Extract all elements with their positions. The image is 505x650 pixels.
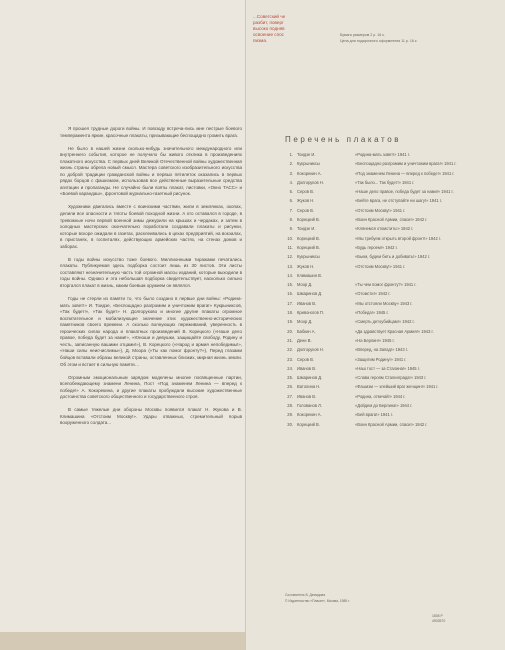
article-paragraph: Годы не стерли из памяти то, что было создано в первые дни войны: «Родина-мать зовет!» И. Тоидзе, «Беспощадно разгромим и уничтожим врага!» Кукрыниксов, «Так будет!», «Так будет» Н. Долгоруково и многие другие плакаты огромное воспитательное и мобилизующее значение этих художественно-исторических памятников своего времени. А сколько волнующих переживаний, уверенность в героических силах народа и плакатных произведений В. Корецкого («Наше дело правое, победа будет за нами!», «Юноши и девушки, защищайте свободу, Родину и честь, записанную вашими отцами!»), В. Корецкого («Народ и армия непобедимы!», «Наши силы неисчислимы»), Д. Моора («Ты как помог фронту?»), Перед глазами бойцов вставали образы великой страны, оставленных близких, мирная жизнь земли. Об этом и встает в сильную памяти… [60, 296, 242, 367]
poster-author: Долгоруков Н. [297, 179, 324, 185]
poster-author: Иванов В. [297, 300, 317, 306]
poster-number: 10. [287, 235, 293, 241]
poster-number: 14. [287, 272, 293, 278]
poster-list-item [285, 236, 495, 245]
quote-line: освоение спос [253, 32, 284, 38]
poster-number: 20. [287, 328, 293, 334]
poster-list-item [285, 412, 495, 421]
poster-list-item [285, 329, 495, 338]
poster-author: Иванов В. [297, 365, 317, 371]
poster-title: «Бьем, будем бить и добивать!» 1942 г. [355, 254, 430, 260]
poster-author: Кокорекин А. [297, 412, 322, 418]
poster-number: 11. [287, 244, 293, 250]
poster-list-item [285, 282, 495, 291]
bottom-edge [0, 632, 245, 650]
poster-list-item [285, 208, 495, 217]
credit-line: Составитель В. Демидова [285, 593, 326, 597]
poster-list-item [285, 189, 495, 198]
poster-title: «Дойдем до Берлина!» 1944 г. [355, 403, 413, 409]
poster-list-item [285, 403, 495, 412]
poster-list-item [285, 357, 495, 366]
poster-number: 17. [287, 300, 293, 306]
poster-number: 24. [287, 365, 293, 371]
poster-author: Кукрыниксы [297, 254, 320, 260]
poster-list-item [285, 347, 495, 356]
poster-title: «Слава героям Сталинграда!» 1943 г. [355, 375, 427, 381]
poster-author: Климашин В. [297, 272, 322, 278]
poster-number: 21. [287, 337, 293, 343]
poster-author: Бабкин А. [297, 328, 316, 334]
poster-list-item [285, 319, 495, 328]
poster-number: 2. [289, 161, 293, 167]
poster-title: «Беспощадно разгромим и уничтожим врага!» 1941 г. [355, 161, 457, 167]
poster-list-item [285, 171, 495, 180]
poster-title: «Будь героем!» 1942 г. [355, 244, 398, 250]
poster-title: «Вперед, на Запад!» 1943 г. [355, 347, 408, 353]
poster-title: «Фашизм — злейший враг женщин!» 1941 г. [355, 384, 439, 390]
poster-title: «На Берлин!» 1945 г. [355, 337, 395, 343]
poster-list-item [285, 375, 495, 384]
poster-number: 22. [287, 347, 293, 353]
poster-list-item [285, 245, 495, 254]
poster-author: Голованов Л. [297, 403, 322, 409]
poster-author: Жуков Н. [297, 263, 315, 269]
poster-number: 26. [287, 384, 293, 390]
poster-list-item [285, 273, 495, 282]
poster-title: «Воин Красной Армии, спаси!» 1942 г. [355, 217, 428, 223]
quote-fragment [253, 14, 309, 44]
price-line: 4903570 [432, 619, 446, 623]
poster-list-title: Перечень плакатов [285, 135, 402, 144]
poster-number: 29. [287, 412, 293, 418]
poster-title: «Бейте врага, не отступайте ни шагу!» 1941 г. [355, 198, 442, 204]
poster-author: Кривоногов П. [297, 310, 324, 316]
poster-list-item [285, 422, 495, 431]
poster-title: «Да здравствует Красная Армия!» 1943 г. [355, 328, 434, 334]
poster-number: 12. [287, 254, 293, 260]
poster-number: 28. [287, 403, 293, 409]
poster-list-item [285, 366, 495, 375]
poster-number: 27. [287, 393, 293, 399]
poster-list-item [285, 217, 495, 226]
poster-author: Серов В. [297, 189, 314, 195]
poster-author: Кокорекин А. [297, 170, 322, 176]
quote-line: разбит, поверг [253, 20, 284, 26]
poster-number: 13. [287, 263, 293, 269]
poster-list-item [285, 254, 495, 263]
poster-number: 8. [289, 217, 293, 223]
poster-title: «Мы требуем открыть второй фронт!» 1942 г. [355, 235, 442, 241]
poster-title: «Родина-мать зовет!» 1941 г. [355, 152, 410, 157]
poster-number: 6. [289, 198, 293, 204]
poster-title: «Клянемся отомстить!» 1942 г. [355, 226, 414, 232]
poster-author: Ватолина Н. [297, 384, 321, 390]
poster-title: «Наше дело правое, победа будет за нами!» 1941 г. [355, 189, 454, 195]
poster-title: «Смерть детоубийцам!» 1942 г. [355, 319, 415, 325]
credits [285, 593, 350, 604]
poster-author: Шмаринов Д. [297, 291, 323, 297]
poster-author: Моор Д. [297, 282, 313, 288]
poster-author: Серов В. [297, 356, 314, 362]
poster-list-item [285, 180, 495, 189]
poster-author: Иванов В. [297, 393, 317, 399]
poster-author: Шмаринов Д. [297, 375, 323, 381]
poster-list-item [285, 264, 495, 273]
poster-list-item [285, 291, 495, 300]
poster-author: Корецкий В. [297, 244, 320, 250]
poster-title: «Защитим Родину!» 1941 г. [355, 356, 407, 362]
poster-number: 1. [289, 152, 293, 157]
pub-info-line: Цена для подарочного оформления 11 р. 16 к. [340, 39, 418, 43]
poster-title: «Победа!» 1945 г. [355, 310, 389, 316]
poster-title: «Под знаменем Ленина — вперед к победе!» 1941 г. [355, 170, 455, 176]
poster-title: «Так было... Так будет!» 1941 г. [355, 179, 415, 185]
quote-line: пизма. [253, 38, 268, 44]
poster-number: 7. [289, 207, 293, 213]
credit-line: © Издательство «Плакат», Москва, 1985 г. [285, 598, 350, 603]
publication-info [340, 32, 418, 44]
poster-author: Серов В. [297, 207, 314, 213]
poster-number: 30. [287, 421, 293, 427]
article-text [60, 126, 242, 433]
pub-info-line: Бумага размером 2 р. 16 к. [340, 33, 385, 37]
poster-list-item [285, 384, 495, 393]
poster-title: «Ты чем помог фронту?» 1941 г. [355, 282, 417, 288]
article-paragraph: Художники двигались вместе с воинскими частями, жили в землянках, окопах, делили все опасности и тяготы боевой походной жизни. А кто оставался в городе, в тревожные ночи первой военной зимы дежурили на крышах и чердаках, и затем в холодных мастерских окончательно поработали создавали плакаты и рисунки, которые вскоре ожидали в газетах, расклеивались в цехах предприятий, на вокзалах, в пристанях, в госпиталях, действующих армейских частях, на стенах домов и заборах. [60, 204, 242, 249]
poster-number: 9. [289, 226, 293, 232]
poster-author: Кукрыниксы [297, 161, 320, 167]
poster-list-item [285, 301, 495, 310]
page-fold [245, 0, 246, 650]
article-paragraph: В самые тяжелые дни обороны Москвы появился плакат Н. Жукова и В. Климашина «Отстоим Москву!». Удары отважных, стремительный порыв вооруженного солдата... [60, 407, 242, 426]
poster-title: «Родина, отвечай!» 1944 г. [355, 393, 406, 399]
poster-number: 25. [287, 375, 293, 381]
poster-list-item [285, 226, 495, 235]
poster-author: Жуков Н. [297, 198, 315, 204]
poster-title: «Отстоим Москву!» 1941 г. [355, 207, 406, 213]
poster-title: «Воин Красной Армии, спаси!» 1942 г. [355, 421, 428, 427]
poster-number: 19. [287, 319, 293, 325]
poster-list-item [285, 310, 495, 319]
poster-number: 5. [289, 189, 293, 195]
quote-line: ...Советский че [253, 14, 286, 19]
poster-list [285, 152, 495, 431]
poster-title: «Отстоим Москву!» 1941 г. [355, 263, 406, 269]
article-paragraph: Огромным эмоциональным зарядом моделены многие посвященные партии, всепобеждающему знамени Ленина, Пост «Под знаменем Ленина — вперед к победе!» А. Кокорекина, и другие плакаты пробуждали высокие художественные достоинства советского общественного и государственного строя. [60, 374, 242, 400]
poster-list-item [285, 161, 495, 170]
poster-author: Дени В. [297, 337, 312, 343]
poster-number: 23. [287, 356, 293, 362]
poster-number: 3. [289, 170, 293, 176]
poster-list-item [285, 394, 495, 403]
poster-list-item [285, 338, 495, 347]
poster-list-item [285, 198, 495, 207]
poster-title: «Мы отстояли Москву» 1943 г. [355, 300, 413, 306]
article-paragraph: Я прошел трудные дороги войны. И повсюду встреча-лись мне пестрые боевого темпераментa яркие, красочные плакаты, призывающие беспощадно громить врага. [60, 126, 242, 138]
article-paragraph: В годы войны искусство тоже боевого. Миллионными тиражами печатались плакаты. Публикуемая здесь подборка состоит лишь из 30 листов. Эти листы составляют незначительную часть той огромной массы изданий, которые выходили в годы войны. Однако и эта небольшая подборка свидетельствует, насколько сильно вторгался плакат в жизнь, каким боевым оружием он являлся. [60, 256, 242, 288]
quote-line: высоко подняв [253, 26, 285, 32]
poster-author: Корецкий В. [297, 217, 320, 223]
price-line: 1808 Р [432, 614, 443, 618]
price-block [432, 614, 445, 624]
poster-title: «Отомсти!» 1942 г. [355, 291, 391, 297]
poster-author: Тоидзе И. [297, 226, 316, 232]
poster-list-item [285, 152, 495, 161]
poster-author: Корецкий В. [297, 421, 320, 427]
poster-author: Тоидзе И. [297, 152, 316, 157]
poster-number: 4. [289, 179, 293, 185]
poster-author: Корецкий В. [297, 235, 320, 241]
article-paragraph: Не было в нашей жизни сколько-нибудь значительного международного или внутреннего события, которое не получило бы живого отклика в произведениях плакатного искусства. С первых дней Великой Отечественной войны художественная жизнь страны обрела новый смысл. Мастера советского изобразительного искусства по доброй традиции гражданской войны и первых пятилеток оказались в первых рядах борцов с фашизмом, использовав все действенные выразительные средства агитации и пропаганды. Не случайно были взяты плакат, листовки, «Окно ТАСС» и «Боевой карандаш», фронтовой журнально-газетный рисунок. [60, 145, 242, 197]
poster-number: 16. [287, 291, 293, 297]
poster-author: Долгоруков Н. [297, 347, 324, 353]
poster-number: 15. [287, 282, 293, 288]
poster-number: 18. [287, 310, 293, 316]
poster-author: Моор Д. [297, 319, 313, 325]
poster-title: «Бей врага!» 1941 г. [355, 412, 393, 418]
poster-title: «Наш тост — за Сталина!» 1945 г. [355, 365, 420, 371]
